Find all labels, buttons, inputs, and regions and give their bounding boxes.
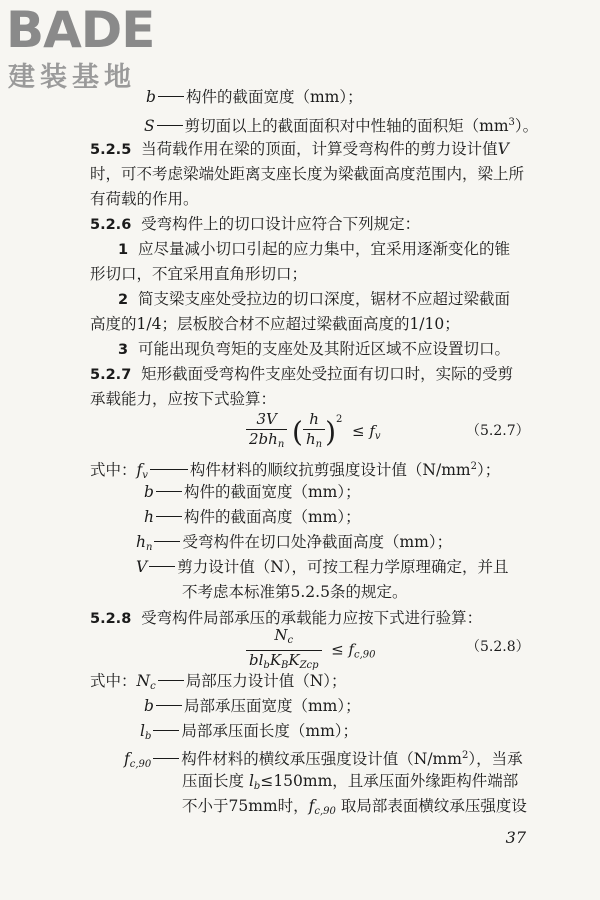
def-text: 剪力设计值（N），可按工程力学原理确定，并且 <box>177 558 509 576</box>
numerator <box>246 626 322 651</box>
subscript: b <box>263 660 270 671</box>
symbol: l <box>248 772 254 790</box>
numerator: h <box>303 410 325 430</box>
item-number: 2 <box>118 292 129 308</box>
where-b2 <box>144 695 361 717</box>
dash <box>149 566 175 567</box>
item-2-line2 <box>90 313 460 335</box>
item-2-line1 <box>118 288 510 311</box>
clause-text: 当荷载作用在梁的顶面，计算受弯构件的剪力设计值 <box>141 140 498 158</box>
def-text: ≤150mm，且承压面外缘距构件端部 <box>260 772 519 790</box>
logo-subtitle: 建装基地 <box>8 62 136 93</box>
clause-number: 5.2.8 <box>90 611 132 627</box>
den-text: bl <box>249 651 264 669</box>
def-text: 不小于75mm时， <box>182 797 309 815</box>
symbol: l <box>140 722 145 740</box>
dash <box>156 705 182 706</box>
dash <box>153 758 179 759</box>
den-text: h <box>305 430 316 448</box>
def-text-end: ），当承 <box>468 750 523 768</box>
equation-5-2-7 <box>246 410 381 454</box>
symbol: h <box>144 508 154 526</box>
subscript: n <box>145 542 153 553</box>
def-text: 构件的截面高度（mm）； <box>183 508 361 526</box>
where-fc90-cont1 <box>182 770 518 798</box>
def-text: 剪切面以上的截面面积对中性轴的面积矩（mm <box>184 117 509 135</box>
item-number: 3 <box>118 342 129 358</box>
subscript: c <box>287 635 294 646</box>
relation: ≤ <box>331 640 344 659</box>
clause-text: 矩形截面受弯构件支座处受拉面有切口时，实际的受剪 <box>141 365 514 383</box>
where-nc <box>90 670 347 698</box>
symbol: f <box>308 797 315 815</box>
clause-5-2-5-line3 <box>90 188 199 210</box>
item-text: 可能出现负弯矩的支座处及其附近区域不应设置切口。 <box>137 340 510 358</box>
def-text: 取局部表面横纹承压强度设 <box>340 797 527 815</box>
subscript: n <box>277 439 285 450</box>
dash <box>153 730 179 731</box>
item-1-line2 <box>90 263 307 285</box>
where-h <box>144 506 361 528</box>
symbol: V <box>497 140 509 158</box>
item-1-line1 <box>118 238 510 261</box>
dash <box>156 516 182 517</box>
relation: ≤ <box>351 422 365 440</box>
superscript: 3 <box>508 117 515 128</box>
fraction-nc <box>246 626 322 675</box>
item-text: 形切口，不宜采用直角形切口； <box>90 265 308 283</box>
item-text: 应尽量减小切口引起的应力集中，宜采用逐渐变化的锥 <box>137 240 510 258</box>
subscript: b <box>253 781 261 792</box>
subscript: B <box>281 660 289 671</box>
clause-5-2-7-line2 <box>90 388 276 410</box>
symbol: b <box>146 88 156 106</box>
def-line-s <box>144 112 538 137</box>
clause-number: 5.2.6 <box>90 217 132 233</box>
clause-number: 5.2.5 <box>90 142 132 158</box>
where-v-cont <box>182 581 407 603</box>
equation-number: （5.2.7） <box>466 423 530 439</box>
superscript: 2 <box>461 750 469 761</box>
clause-number: 5.2.7 <box>90 367 132 383</box>
clause-5-2-5-line2 <box>90 163 524 185</box>
den-text: 2bh <box>249 430 278 448</box>
clause-5-2-5-line1 <box>90 138 509 161</box>
where-lb <box>140 720 358 748</box>
def-text: 构件的截面宽度（mm）； <box>183 483 361 501</box>
page-number: 37 <box>505 828 526 847</box>
def-text: 压面长度 <box>182 772 245 790</box>
symbol: S <box>144 117 155 135</box>
exponent: 2 <box>336 414 343 425</box>
def-text: 局部承压面宽度（mm）； <box>183 697 361 715</box>
equation-5-2-8 <box>246 626 376 675</box>
fraction-h <box>303 410 325 454</box>
equation-number: （5.2.8） <box>466 639 530 655</box>
where-hn <box>136 531 452 559</box>
subscript: c,90 <box>354 649 376 661</box>
symbol: f <box>136 461 143 479</box>
den-text: K <box>269 651 282 669</box>
def-text: 不考虑本标准第5.2.5条的规定。 <box>182 583 408 601</box>
dash <box>150 469 188 470</box>
clause-text: 有荷载的作用。 <box>90 190 199 208</box>
symbol: f <box>348 640 355 659</box>
symbol: V <box>136 558 148 576</box>
dash <box>158 96 184 97</box>
item-text: 高度的1/4；层板胶合材不应超过梁截面高度的1/10； <box>90 315 460 333</box>
subscript: Zcp <box>299 660 319 671</box>
clause-text: 受弯构件局部承压的承载能力应按下式进行验算： <box>141 609 483 627</box>
subscript: n <box>315 439 323 450</box>
def-text: 受弯构件在切口处净截面高度（mm）； <box>182 533 453 551</box>
subscript: c <box>150 681 156 692</box>
superscript: 2 <box>470 461 477 472</box>
subscript: v <box>374 431 381 442</box>
where-v <box>136 556 509 578</box>
dash <box>157 125 183 126</box>
subscript: b <box>144 731 152 742</box>
dash <box>156 491 182 492</box>
symbol: b <box>144 697 154 715</box>
clause-5-2-6 <box>90 213 420 236</box>
denominator <box>246 430 287 454</box>
subscript: v <box>142 470 148 481</box>
subscript: c,90 <box>129 759 152 770</box>
symbol: f <box>369 422 375 440</box>
item-text: 简支梁支座处受拉边的切口深度，锯材不应超过梁截面 <box>137 290 510 308</box>
right-paren: ) <box>325 415 337 449</box>
def-text: 构件材料的横纹承压强度设计值（N/mm <box>181 750 462 768</box>
def-text-end: ）； <box>476 461 501 479</box>
where-b <box>144 481 361 503</box>
symbol: b <box>144 483 154 501</box>
def-text: 局部承压面长度（mm）； <box>181 722 359 740</box>
numerator: 3V <box>246 410 287 430</box>
dash <box>158 680 184 681</box>
den-text: K <box>288 651 300 669</box>
symbol: f <box>124 750 130 768</box>
clause-5-2-7-line1 <box>90 363 513 386</box>
dash <box>154 541 180 542</box>
denominator <box>303 430 325 454</box>
item-number: 1 <box>118 242 129 258</box>
where-lead: 式中： <box>90 461 137 479</box>
logo-wordmark: BADE <box>6 1 155 59</box>
def-text: 构件的截面宽度（mm）； <box>185 88 363 106</box>
clause-text: 承载能力，应按下式验算： <box>90 390 277 408</box>
def-line-b <box>146 86 363 108</box>
num-text: N <box>274 626 288 644</box>
subscript: c,90 <box>314 806 336 817</box>
symbol: h <box>136 533 146 551</box>
left-paren: ( <box>292 415 303 449</box>
where-lead: 式中： <box>90 672 137 690</box>
def-text: 局部压力设计值（N）； <box>185 672 347 690</box>
clause-text: 受弯构件上的切口设计应符合下列规定： <box>141 215 421 233</box>
where-fc90-cont2 <box>182 795 527 823</box>
clause-text: 时，可不考虑梁端处距离支座长度为梁截面高度范围内，梁上所 <box>90 165 525 183</box>
def-text: 构件材料的顺纹抗剪强度设计值（N/mm <box>189 461 471 479</box>
item-3 <box>118 338 510 361</box>
symbol: N <box>136 672 151 690</box>
def-text-end: ）。 <box>514 117 539 135</box>
fraction-3v <box>246 410 287 454</box>
